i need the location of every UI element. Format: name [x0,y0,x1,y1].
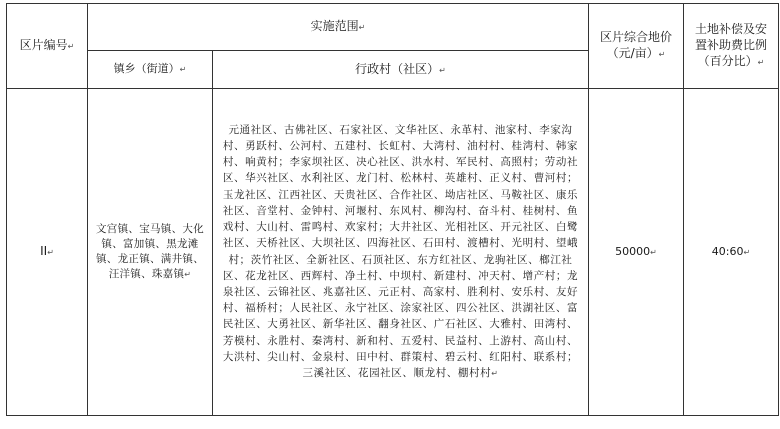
villages-cell: 元通社区、古佛社区、石家社区、文华社区、永革村、池家村、李家沟村、勇跃村、公河村、五建村、长虹村、大湾村、油村村、桂湾村、韩家村、响黄村；李家坝社区、决心社区、洪水村、军民村、高照村；劳动社区、华兴社区、水利社区、龙门村、松林村、英雄村、正义村、曹河村；玉龙社区、江西社区、天贵社区、合作社区、坳店社区、马鞍社区、康乐社区、音堂村、金钟村、河堰村、东风村、柳沟村、奋斗村、桂树村、鱼戏村、大山村、雷鸣村、欢家村；大井社区、光相社区、开元社区、白鹭社区、天桥社区、大坝社区、四海社区、石田村、渡槽村、光明村、望峨村；茨竹社区、全新社区、石顶社区、东方红社区、龙驹社区、榔江社区、花龙社区、西辉村、净土村、中坝村、新建村、冲天村、增产村；龙泉社区、云锦社区、兆嘉社区、元正村、高家村、胜利村、安乐村、友好村、福桥村；人民社区、永宁社区、涂家社区、四公社区、洪湖社区、富民社区、大勇社区、新华社区、翻身社区、广石社区、大雅村、田湾村、芳模村、永胜村、秦湾村、新和村、五爱村、民益村、上游村、高山村、大洪村、尖山村、金泉村、田中村、群策村、碧云村、红阳村、联系村；三溪社区、花园社区、顺龙村、棚村村↵ [213,89,589,416]
towns-value: 文宫镇、宝马镇、大化镇、富加镇、黑龙滩镇、龙正镇、满井镇、汪洋镇、珠嘉镇 [96,223,204,280]
village-header-text: 行政村（社区） [355,61,440,76]
villages-value: 元通社区、古佛社区、石家社区、文华社区、永革村、池家村、李家沟村、勇跃村、公河村、五建村、长虹村、大湾村、油村村、桂湾村、韩家村、响黄村；李家坝社区、决心社区、洪水村、军民村、高照村；劳动社区、华兴社区、水利社区、龙门村、松林村、英雄村、正义村、曹河村；玉龙社区、江西社区、天贵社区、合作社区、坳店社区、马鞍社区、康乐社区、音堂村、金钟村、河堰村、东风村、柳沟村、奋斗村、桂树村、鱼戏村、大山村、雷鸣村、欢家村；大井社区、光相社区、开元社区、白鹭社区、天桥社区、大坝社区、四海社区、石田村、渡槽村、光明村、望峨村；茨竹社区、全新社区、石顶社区、东方红社区、龙驹社区、榔江社区、花龙社区、西辉村、净土村、中坝村、新建村、冲天村、增产村；龙泉社区、云锦社区、兆嘉社区、元正村、高家村、胜利村、安乐村、友好村、福桥村；人民社区、永宁社区、涂家社区、四公社区、洪湖社区、富民社区、大勇社区、新华社区、翻身社区、广石社区、大雅村、田湾村、芳模村、永胜村、秦湾村、新和村、五爱村、民益村、上游村、高山村、大洪村、尖山村、金泉村、田中村、群策村、碧云村、红阳村、联系村；三溪社区、花园社区、顺龙村、棚村村 [222,123,579,379]
zone-no-header-text: 区片编号 [19,38,68,52]
towns-cell: 文宫镇、宝马镇、大化镇、富加镇、黑龙滩镇、龙正镇、满井镇、汪洋镇、珠嘉镇↵ [88,89,213,416]
town-header-text: 镇乡（街道） [113,62,180,75]
price-value: 50000 [615,244,651,258]
town-header: 镇乡（街道）↵ [88,51,213,89]
ratio-header-text: 土地补偿及安置补助费比例（百分比） [694,22,767,68]
price-header: 区片综合地价（元/亩）↵ [589,4,684,89]
ratio-cell: 40:60↵ [684,89,779,416]
price-cell: 50000↵ [589,89,684,416]
village-header: 行政村（社区）↵ [213,51,589,89]
header-row-1 [7,4,779,51]
zone-row [7,89,779,416]
zone-no-value: II [40,244,48,258]
price-header-text: 区片综合地价（元/亩） [599,30,672,60]
scope-header: 实施范围↵ [88,4,589,51]
land-price-table [6,3,779,416]
scope-header-text: 实施范围 [310,19,359,33]
ratio-header: 土地补偿及安置补助费比例（百分比）↵ [684,4,779,89]
ratio-value: 40:60 [711,244,744,258]
zone-no-cell: II↵ [7,89,88,416]
zone-no-header: 区片编号↵ [7,4,88,89]
